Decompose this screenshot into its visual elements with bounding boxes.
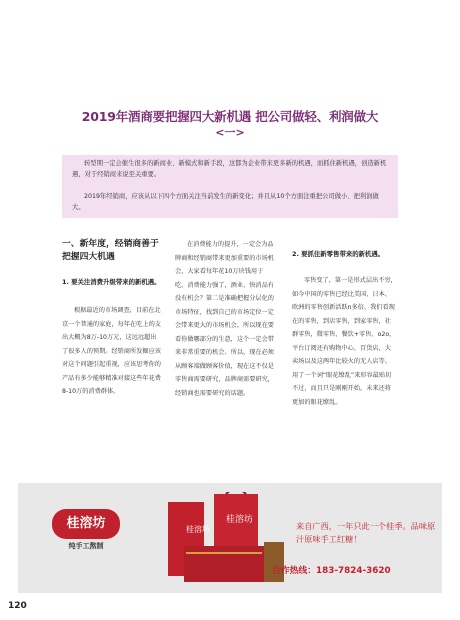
ad-slogan: 来自广西，一年只此一个桂季。品味原汁原味手工红糖！ xyxy=(296,521,436,544)
column-2 xyxy=(175,238,275,400)
brand-tagline: 纯手工熬制 xyxy=(68,542,104,550)
subsection-heading-2: 2. 要抓住新零售带来的新机遇。 xyxy=(292,250,385,258)
subsection-heading-1: 1. 要关注消费升级带来的新机遇。 xyxy=(62,278,161,286)
article-part-label: <一> xyxy=(215,126,245,139)
column-3 xyxy=(292,248,397,409)
page-number: 120 xyxy=(8,601,27,611)
product-boxes-image xyxy=(154,492,289,590)
intro-paragraph-1: 转型期一定会催生很多的新商业、新模式和新手段，这都为企业带来更多新的机遇，而抓住新机遇，创造新机遇，对于经销商来说至关重要。 xyxy=(72,160,387,178)
box-label-2: 桂溶坊 xyxy=(226,515,254,525)
intro-paragraph-2: 2019年经销商，应该从以下四个方面关注当前发生的新变化；并且从10个方面注重把公司做小、把利润做大。 xyxy=(72,193,379,211)
ad-hotline: 合作热线：183-7824-3620 xyxy=(272,566,391,576)
brand-logo: 桂溶坊 xyxy=(52,509,120,539)
column-2-body: 在消费能力的提升，一定会为品牌商和经销商带来更加重要的市场机会，大家看每年花10万块钱用于吃，消费能力强了，酒业、快消品有没有机会？第二是准确把握分层化的市场特征，找到自己的市场定位一定会带来更大的市场机会，所以现在要看你做哪部分的生意，这个一定会带来非常重要的机会。所以，现在必须从顾客端做顾客价值，现在这不仅是零售商需要研究，品牌商需要研究，经销商也需要研究的话题。 xyxy=(175,241,274,397)
column-1-body: 根据最近的市场调查，目前在北京一个普通的家庭，每年在吃上的支出大概为8万-10万元，这远远超出了很多人的预期。经销商所发掘应该对这个问题引起重视，应该思考你的产品有多少能够精准对接这些年花费8-10万的消费群体。 xyxy=(62,307,161,395)
article-title: 2019年酒商要把握四大新机遇 把公司做轻、利润做大 xyxy=(81,109,379,124)
section-heading: 一、新年度，经销商善于把握四大机遇 xyxy=(62,239,159,262)
column-3-body: 零售变了，第一是形式层出不穷，如今中国的零售已经比美国、日本、欧洲的零售创新活跃n多倍，我们看现在的零售，到店零售，到家零售，社群零售，微零售、餐饮+零售、o2o，平台订阅还有购物中心，百货店，大卖场以及这两年比较火的无人店等。用了一个词“眼花缭乱”来形容最贴切不过，而且只是刚刚开始，未来还将更加的眼花缭乱。 xyxy=(292,277,397,406)
box-label: 桂溶坊 xyxy=(186,525,210,534)
column-1 xyxy=(62,238,162,399)
intro-box xyxy=(62,155,398,218)
